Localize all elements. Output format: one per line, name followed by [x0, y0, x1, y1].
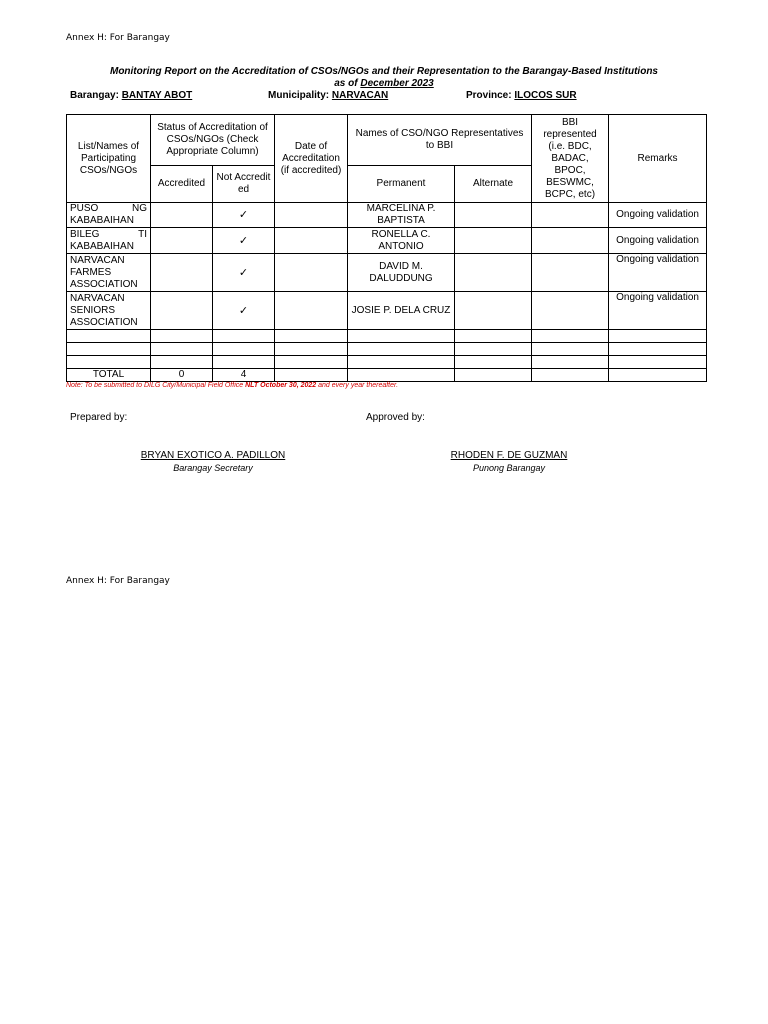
- report-title: [0, 66, 768, 90]
- empty-row: [67, 356, 707, 369]
- report-title-line1: Monitoring Report on the Accreditation of CSOs/NGOs and their Representation to the Barangay-Based Institutions: [109, 66, 658, 77]
- report-title-line2: as of December 2023: [334, 78, 434, 89]
- prepared-by-name: BRYAN EXOTICO A. PADILLON: [140, 450, 286, 461]
- check-icon: ✓: [213, 203, 275, 228]
- barangay-field: Barangay: BANTAY ABOT: [70, 90, 193, 101]
- approved-by-name: RHODEN F. DE GUZMAN: [450, 450, 568, 461]
- check-icon: ✓: [213, 254, 275, 292]
- bbi-cell: [532, 292, 609, 330]
- remarks-cell: Ongoing validation: [609, 292, 707, 330]
- remarks-cell: Ongoing validation: [609, 203, 707, 228]
- submission-note: Note: To be submitted to DILG City/Municipal Field Office NLT October 30, 2022 and every year thereafter.: [66, 382, 399, 389]
- accredited-cell: [151, 203, 213, 228]
- date-cell: [275, 254, 348, 292]
- bbi-cell: [532, 254, 609, 292]
- alternate-rep: [455, 254, 532, 292]
- accredited-cell: [151, 254, 213, 292]
- table-row: [67, 254, 707, 292]
- permanent-rep: MARCELINA P. BAPTISTA: [348, 203, 455, 228]
- alternate-rep: [455, 228, 532, 254]
- org-name: BILEG TI KABABAIHAN: [67, 228, 151, 254]
- accredited-cell: [151, 292, 213, 330]
- org-name: NARVACAN SENIORS ASSOCIATION: [67, 292, 151, 330]
- header-accredited: Accredited: [151, 166, 213, 203]
- total-accredited: 0: [151, 369, 213, 382]
- accredited-cell: [151, 228, 213, 254]
- header-names-reps: Names of CSO/NGO Representatives to BBI: [348, 115, 532, 166]
- header-alternate: Alternate: [455, 166, 532, 203]
- annex-label-bottom: Annex H: For Barangay: [66, 576, 170, 586]
- report-date: December 2023: [360, 78, 434, 89]
- empty-row: [67, 343, 707, 356]
- bbi-cell: [532, 228, 609, 254]
- header-remarks: Remarks: [609, 115, 707, 203]
- check-icon: ✓: [213, 228, 275, 254]
- total-label: TOTAL: [67, 369, 151, 382]
- annex-label: Annex H: For Barangay: [66, 33, 170, 43]
- barangay-value: BANTAY ABOT: [121, 90, 193, 101]
- bbi-cell: [532, 203, 609, 228]
- alternate-rep: [455, 292, 532, 330]
- province-field: Province: ILOCOS SUR: [466, 90, 577, 101]
- province-value: ILOCOS SUR: [514, 90, 577, 101]
- header-bbi: BBI represented (i.e. BDC, BADAC, BPOC, BESWMC, BCPC, etc): [532, 115, 609, 203]
- municipality-field: Municipality: NARVACAN: [268, 90, 389, 101]
- date-cell: [275, 228, 348, 254]
- approved-by-label: Approved by:: [366, 412, 425, 423]
- table-row: [67, 292, 707, 330]
- note-deadline: NLT October 30, 2022: [245, 382, 317, 389]
- empty-row: [67, 330, 707, 343]
- check-icon: ✓: [213, 292, 275, 330]
- header-not-accredited: Not Accredited: [213, 166, 275, 203]
- date-cell: [275, 203, 348, 228]
- date-cell: [275, 292, 348, 330]
- municipality-value: NARVACAN: [331, 90, 389, 101]
- approved-by-role: Punong Barangay: [472, 463, 546, 473]
- prepared-by-label: Prepared by:: [70, 412, 128, 423]
- permanent-rep: RONELLA C. ANTONIO: [348, 228, 455, 254]
- prepared-by-role: Barangay Secretary: [173, 463, 253, 473]
- table-row: [67, 228, 707, 254]
- remarks-cell: Ongoing validation: [609, 228, 707, 254]
- org-name: NARVACAN FARMES ASSOCIATION: [67, 254, 151, 292]
- org-name: PUSO NG KABABAIHAN: [67, 203, 151, 228]
- permanent-rep: DAVID M. DALUDDUNG: [348, 254, 455, 292]
- alternate-rep: [455, 203, 532, 228]
- total-not-accredited: 4: [213, 369, 275, 382]
- header-permanent: Permanent: [348, 166, 455, 203]
- accreditation-table: [66, 114, 707, 382]
- table-row: [67, 203, 707, 228]
- header-date: Date of Accreditation (if accredited): [275, 115, 348, 203]
- total-row: [67, 369, 707, 382]
- remarks-cell: Ongoing validation: [609, 254, 707, 292]
- permanent-rep: JOSIE P. DELA CRUZ: [348, 292, 455, 330]
- header-list-names: List/Names of Participating CSOs/NGOs: [67, 115, 151, 203]
- header-status: Status of Accreditation of CSOs/NGOs (Check Appropriate Column): [151, 115, 275, 166]
